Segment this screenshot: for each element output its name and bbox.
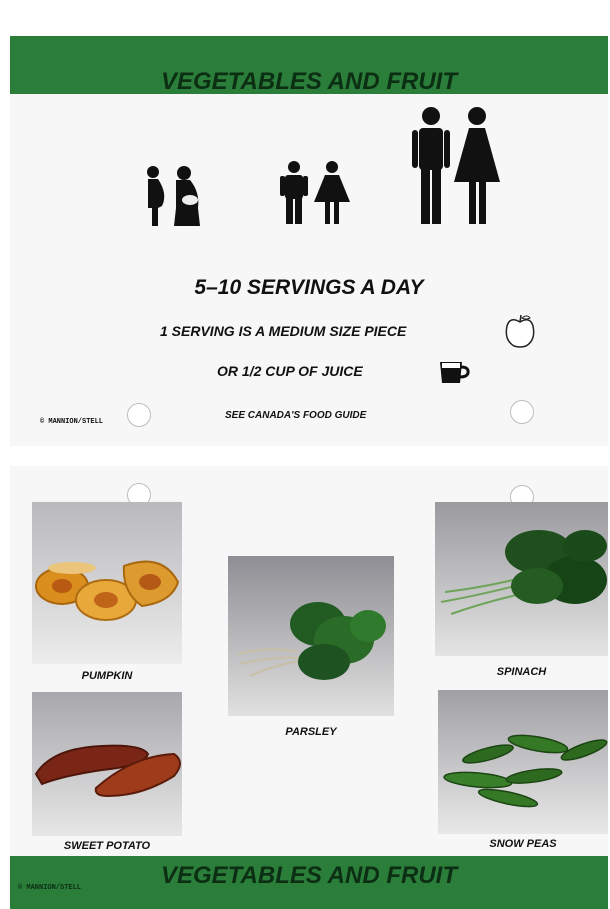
serving-size-line: 1 SERVING IS A MEDIUM SIZE PIECE — [160, 323, 407, 339]
woman-icon — [454, 106, 500, 224]
punch-hole — [127, 403, 151, 427]
sweet-potato-photo — [32, 692, 182, 836]
spinach-photo — [435, 502, 608, 656]
nutrition-card-bottom — [10, 466, 608, 909]
parsley-label: PARSLEY — [285, 726, 337, 738]
sweet-potato-label: SWEET POTATO — [63, 840, 151, 852]
punch-hole — [510, 400, 534, 424]
card-title: VEGETABLES AND FRUIT — [160, 68, 457, 95]
nutrition-card-top — [10, 36, 608, 446]
apple-icon — [504, 314, 536, 348]
card-title: VEGETABLES AND FRUIT — [160, 862, 457, 889]
pregnant-woman-icon — [140, 164, 170, 226]
cup-icon — [438, 359, 470, 385]
boy-icon — [278, 160, 310, 224]
snow-peas-label: SNOW PEAS — [489, 838, 557, 850]
servings-heading: 5–10 SERVINGS A DAY — [194, 276, 424, 299]
parsley-photo — [228, 556, 394, 716]
man-icon — [412, 106, 450, 224]
copyright-label: © MANNION/STELL — [18, 884, 82, 892]
nursing-mother-icon — [170, 164, 204, 226]
snow-peas-photo — [438, 690, 608, 834]
pumpkin-label: PUMPKIN — [81, 670, 133, 682]
juice-serving-line: OR 1/2 CUP OF JUICE — [217, 363, 363, 379]
copyright-label: © MANNION/STELL — [40, 418, 104, 426]
food-guide-reference: SEE CANADA'S FOOD GUIDE — [225, 410, 367, 421]
girl-icon — [312, 160, 352, 224]
pumpkin-photo — [32, 502, 182, 664]
spinach-label: SPINACH — [496, 666, 547, 678]
